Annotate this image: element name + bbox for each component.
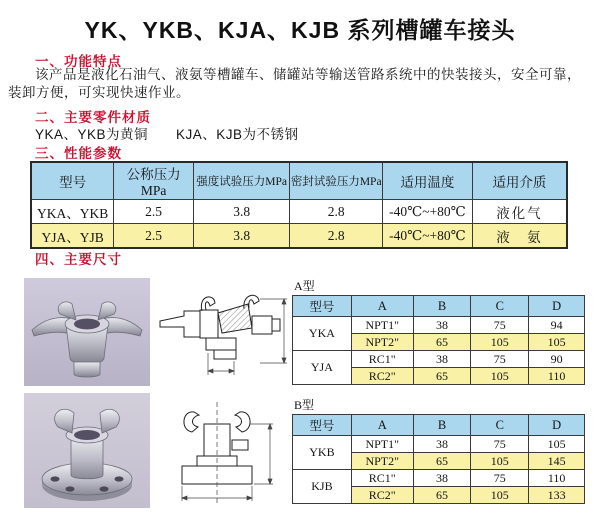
cell: NPT1" xyxy=(351,436,413,453)
table-header-row xyxy=(293,415,585,436)
performance-table-wrap xyxy=(30,161,568,249)
cell: YKA、YKB xyxy=(31,200,114,224)
cell: YJA、YJB xyxy=(31,224,114,249)
model-cell: YKB xyxy=(293,436,352,470)
cell: 105 xyxy=(529,436,585,453)
cell: 94 xyxy=(529,317,585,334)
model-cell: YJA xyxy=(293,351,352,385)
cell: 液化气 xyxy=(472,200,567,224)
cell: 90 xyxy=(529,351,585,368)
header-cell: 适用介质 xyxy=(472,162,567,200)
coupling-b-section-drawing xyxy=(160,400,286,508)
dim-table-b-label: B型 xyxy=(294,398,315,412)
header-cell: C xyxy=(471,296,529,317)
cell: 3.8 xyxy=(193,224,290,249)
dim-table-b-block xyxy=(292,396,586,504)
header-cell: 型号 xyxy=(293,415,352,436)
cell: -40℃~+80℃ xyxy=(382,224,472,249)
cell: 2.5 xyxy=(114,200,194,224)
table-row xyxy=(31,224,567,249)
wing-coupling-photo xyxy=(24,278,150,386)
cell: 133 xyxy=(529,487,585,504)
header-cell: 型号 xyxy=(293,296,352,317)
coupling-a-section-drawing xyxy=(156,283,290,381)
cell: 110 xyxy=(529,470,585,487)
header-cell: C xyxy=(471,415,529,436)
table-row xyxy=(31,200,567,224)
header-cell: D xyxy=(529,415,585,436)
section-heading-performance: 三、性能参数 xyxy=(35,146,122,161)
cell: 65 xyxy=(413,368,471,385)
cell: 105 xyxy=(471,334,529,351)
table-row xyxy=(293,470,585,487)
table-row xyxy=(293,351,585,368)
cell: 38 xyxy=(413,470,471,487)
header-cell: B xyxy=(413,296,471,317)
cell: 105 xyxy=(471,368,529,385)
model-cell: KJB xyxy=(293,470,352,504)
features-paragraph: 该产品是液化石油气、液氨等槽罐车、储罐站等输送管路系统中的快装接头，安全可靠，装卸方便，可实现快速作业。 xyxy=(8,67,581,100)
cell: 65 xyxy=(413,453,471,470)
cell: 110 xyxy=(529,368,585,385)
cell: RC1" xyxy=(351,351,413,368)
cell: 38 xyxy=(413,436,471,453)
cell: 105 xyxy=(471,487,529,504)
header-cell: D xyxy=(529,296,585,317)
cell: NPT2" xyxy=(351,453,413,470)
cell: NPT2" xyxy=(351,334,413,351)
cell: 105 xyxy=(529,334,585,351)
cell: 65 xyxy=(413,487,471,504)
cell: -40℃~+80℃ xyxy=(382,200,472,224)
cell: 2.8 xyxy=(290,224,383,249)
cell: 75 xyxy=(471,436,529,453)
materials-line: YKA、YKB为黄铜 KJA、KJB为不锈钢 xyxy=(35,127,299,142)
table-header-row xyxy=(293,296,585,317)
section-heading-features: 一、功能特点 xyxy=(35,54,122,69)
cell: 75 xyxy=(471,470,529,487)
header-cell: A xyxy=(351,296,413,317)
dim-table-a-label: A型 xyxy=(294,279,315,293)
cell: 38 xyxy=(413,351,471,368)
cell: RC1" xyxy=(351,470,413,487)
model-cell: YKA xyxy=(293,317,352,351)
dim-table-b xyxy=(292,414,585,504)
dim-table-a-block xyxy=(292,277,586,385)
cell: 液 氨 xyxy=(472,224,567,249)
cell: NPT1" xyxy=(351,317,413,334)
cell: 75 xyxy=(471,317,529,334)
cell: 75 xyxy=(471,351,529,368)
table-row xyxy=(293,436,585,453)
cell: 105 xyxy=(471,453,529,470)
section-heading-materials: 二、主要零件材质 xyxy=(35,110,151,125)
cell: 2.8 xyxy=(290,200,383,224)
performance-table xyxy=(30,161,568,249)
header-cell: A xyxy=(351,415,413,436)
cell: 2.5 xyxy=(114,224,194,249)
header-cell: 密封试验压力MPa xyxy=(290,162,383,200)
header-cell: 适用温度 xyxy=(382,162,472,200)
table-header-row xyxy=(31,162,567,200)
cell: 65 xyxy=(413,334,471,351)
header-cell: B xyxy=(413,415,471,436)
cell: RC2" xyxy=(351,487,413,504)
header-cell: 型号 xyxy=(31,162,114,200)
page-title: YK、YKB、KJA、KJB 系列槽罐车接头 xyxy=(84,17,516,43)
dim-table-a xyxy=(292,295,585,385)
cell: 145 xyxy=(529,453,585,470)
header-cell: 公称压力 MPa xyxy=(114,162,194,200)
cell: RC2" xyxy=(351,368,413,385)
cell: 3.8 xyxy=(193,200,290,224)
table-row xyxy=(293,317,585,334)
header-cell: 强度试验压力MPa xyxy=(193,162,290,200)
cell: 38 xyxy=(413,317,471,334)
section-heading-dimensions: 四、主要尺寸 xyxy=(35,252,122,267)
flanged-coupling-photo xyxy=(24,393,150,508)
